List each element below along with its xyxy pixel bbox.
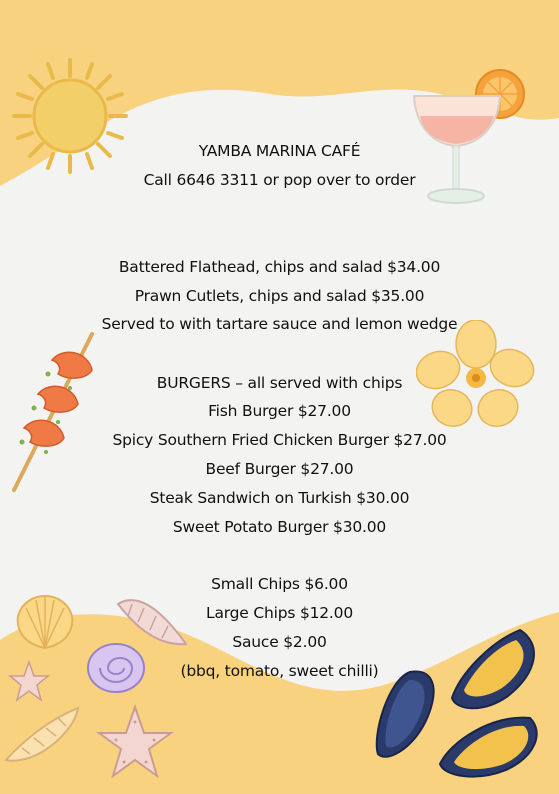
cafe-title: YAMBA MARINA CAFÉ (198, 142, 361, 160)
menu-item: Steak Sandwich on Turkish $30.00 (149, 489, 410, 507)
menu-item: Sweet Potato Burger $30.00 (172, 518, 387, 536)
menu-note: Served to with tartare sauce and lemon wedge (101, 315, 458, 333)
auger-shell-icon (2, 702, 82, 764)
menu-item: Spicy Southern Fried Chicken Burger $27.00 (112, 431, 447, 449)
menu-item: Large Chips $12.00 (206, 604, 353, 622)
sauce-options: (bbq, tomato, sweet chilli) (180, 662, 379, 680)
menu-item: Fish Burger $27.00 (208, 402, 351, 420)
menu-item: Prawn Cutlets, chips and salad $35.00 (134, 287, 425, 305)
menu-item: Small Chips $6.00 (211, 575, 348, 593)
menu-item: Sauce $2.00 (232, 633, 327, 651)
menu-item: Battered Flathead, chips and salad $34.00 (118, 258, 441, 276)
order-phone-line: Call 6646 3311 or pop over to order (143, 171, 416, 189)
burgers-heading: BURGERS – all served with chips (156, 374, 403, 392)
menu-item: Beef Burger $27.00 (205, 460, 354, 478)
starfish-large-icon (96, 704, 174, 782)
